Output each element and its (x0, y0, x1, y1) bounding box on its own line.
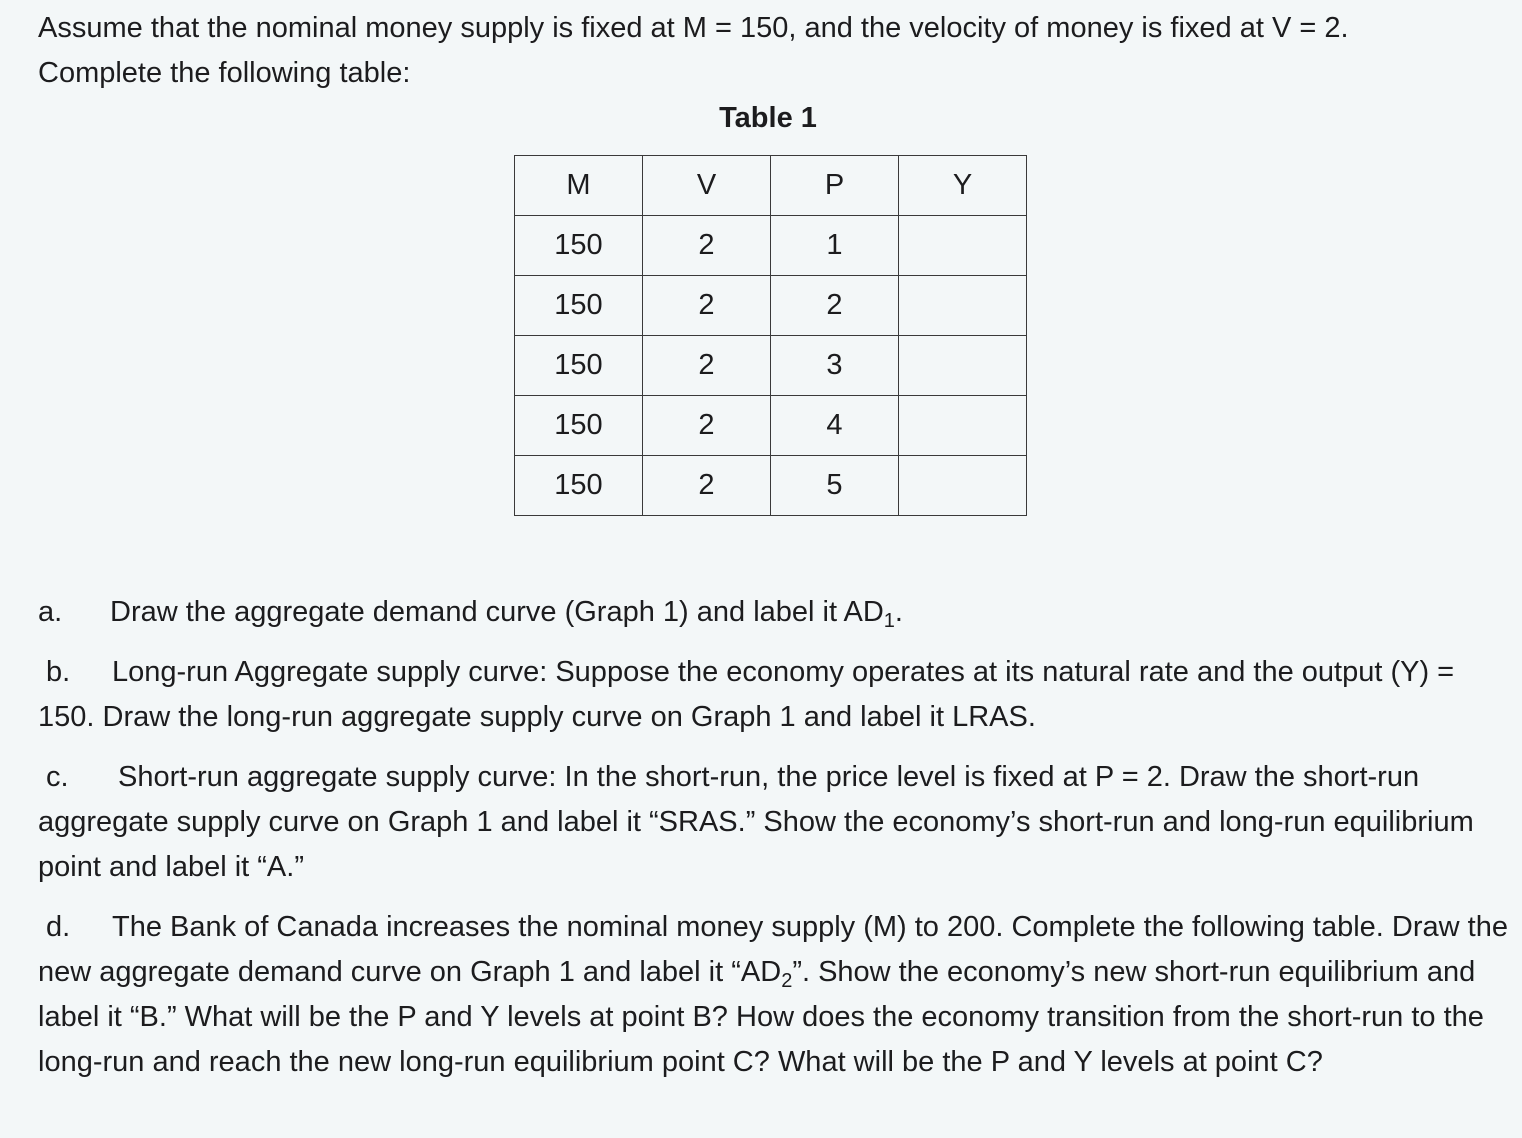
intro-line-1: Assume that the nominal money supply is fixed at M = 150, and the velocity of money is fixed at V = 2. (38, 12, 1349, 44)
table-row (515, 396, 1027, 456)
cell-p: 2 (771, 276, 899, 336)
question-b-label: b. (46, 656, 71, 688)
cell-v: 2 (643, 456, 771, 516)
cell-y (899, 276, 1027, 336)
header-m: M (515, 156, 643, 216)
question-a-text-end: . (894, 596, 903, 628)
question-b (38, 650, 1498, 740)
cell-v: 2 (643, 216, 771, 276)
cell-p: 3 (771, 336, 899, 396)
cell-m: 150 (515, 216, 643, 276)
table-row (515, 456, 1027, 516)
cell-p: 4 (771, 396, 899, 456)
header-v: V (643, 156, 771, 216)
cell-m: 150 (515, 456, 643, 516)
question-c (38, 755, 1498, 890)
cell-p: 1 (771, 216, 899, 276)
intro-line-2: Complete the following table: (38, 57, 411, 89)
header-y: Y (899, 156, 1027, 216)
header-p: P (771, 156, 899, 216)
question-b-text: Long-run Aggregate supply curve: Suppose the economy operates at its natural rate and the output (Y) = 150. Draw the long-run aggregate supply curve on Graph 1 and label it LRAS. (38, 656, 1455, 733)
table-row (515, 216, 1027, 276)
data-table (514, 155, 1027, 516)
table-header-row (515, 156, 1027, 216)
table-container (514, 155, 1027, 516)
question-c-label: c. (46, 761, 69, 793)
table-title: Table 1 (719, 102, 817, 134)
cell-v: 2 (643, 276, 771, 336)
question-c-text: Short-run aggregate supply curve: In the short-run, the price level is fixed at P = 2. Draw the short-run aggregate supply curve on Graph 1 and label it “SRAS.” Show the economy’s short-run and long-run equilibrium point and label it “A.” (38, 761, 1474, 883)
cell-v: 2 (643, 336, 771, 396)
cell-y (899, 456, 1027, 516)
cell-p: 5 (771, 456, 899, 516)
cell-v: 2 (643, 396, 771, 456)
question-a-label: a. (38, 596, 63, 628)
question-a-text: Draw the aggregate demand curve (Graph 1) and label it AD (110, 596, 884, 628)
question-a-subscript: 1 (883, 610, 895, 632)
table-row (515, 276, 1027, 336)
cell-y (899, 336, 1027, 396)
table-row (515, 336, 1027, 396)
intro-text (38, 6, 1498, 96)
cell-y (899, 396, 1027, 456)
cell-m: 150 (515, 396, 643, 456)
question-a (38, 590, 1498, 635)
cell-m: 150 (515, 336, 643, 396)
question-d-text-end: ”. Show the economy’s new short-run equilibrium and label it “B.” What will be the P and Y levels at point B? How does the economy transition from the short-run to the long-run and reach the new long-run equilibrium point C? What will be the P and Y levels at point C? (38, 956, 1484, 1078)
question-d (38, 905, 1508, 1085)
cell-y (899, 216, 1027, 276)
cell-m: 150 (515, 276, 643, 336)
question-d-text: The Bank of Canada increases the nominal money supply (M) to 200. Complete the following table. Draw the new aggregate demand curve on Graph 1 and label it “AD (38, 911, 1508, 988)
question-d-subscript: 2 (781, 970, 793, 992)
question-d-label: d. (46, 911, 71, 943)
